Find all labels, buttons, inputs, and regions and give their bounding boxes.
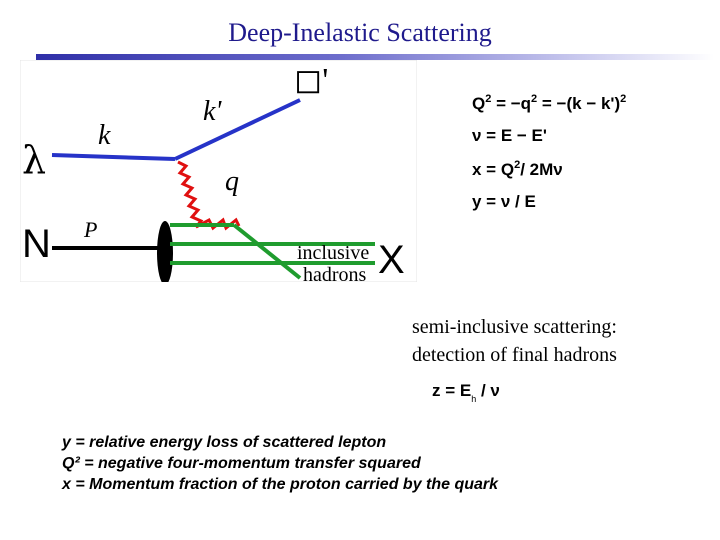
inclusive-hadrons-label bbox=[297, 242, 387, 286]
inclusive-label-line-2: hadrons bbox=[303, 264, 367, 286]
definition-x: x = Momentum fraction of the proton carried by the quark bbox=[62, 476, 499, 493]
semi-inclusive-line-1: semi-inclusive scattering: bbox=[412, 316, 617, 338]
definition-q2: Q² = negative four-momentum transfer squared bbox=[62, 455, 421, 472]
semi-inclusive-line-2: detection of final hadrons bbox=[412, 344, 617, 366]
nucleon-symbol: N bbox=[22, 222, 51, 266]
final-state-symbol: X bbox=[378, 238, 405, 282]
nu-formula: ν = E − E' bbox=[472, 126, 547, 145]
inclusive-label-line-1: inclusive bbox=[297, 242, 370, 264]
q2-formula: $Q^2 = -q^2 = -(k - k')^2$ bbox=[472, 93, 627, 113]
definitions-list bbox=[62, 432, 498, 495]
semi-inclusive-note bbox=[412, 313, 617, 369]
photon-momentum-label: q bbox=[225, 166, 239, 197]
incoming-lepton-symbol: λ bbox=[22, 138, 47, 182]
y-formula: y = ν / E bbox=[472, 192, 536, 211]
slide-title: Deep-Inelastic Scattering bbox=[228, 18, 492, 47]
nucleon-blob bbox=[157, 221, 173, 282]
outgoing-momentum-label: k' bbox=[203, 96, 222, 127]
x-formula: $x = Q^2/$ 2Mν bbox=[472, 159, 563, 179]
z-formula: $z = E_h / \nu$ bbox=[432, 381, 500, 404]
definition-y: y = relative energy loss of scattered lepton bbox=[62, 434, 387, 451]
incoming-momentum-label: k bbox=[98, 120, 111, 151]
nucleon-momentum-label: P bbox=[84, 217, 98, 242]
outgoing-lepton-symbol: ◻' bbox=[294, 62, 329, 99]
